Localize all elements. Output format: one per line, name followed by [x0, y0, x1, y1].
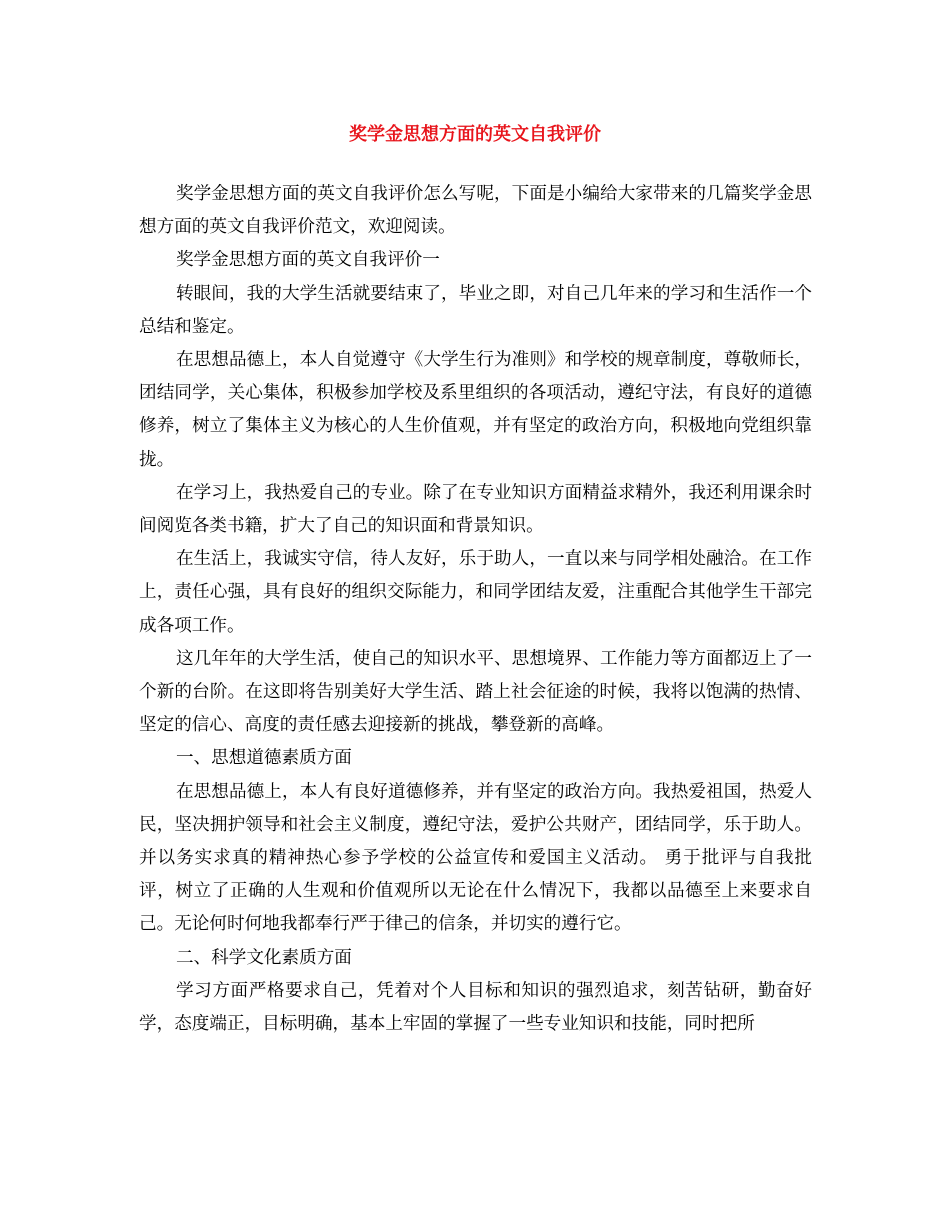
document-body [139, 178, 812, 1041]
paragraph: 在思想品德上，本人自觉遵守《大学生行为准则》和学校的规章制度，尊敬师长，团结同学，关心集体，积极参加学校及系里组织的各项活动，遵纪守法，有良好的道德修养，树立了集体主义为核心的人生价值观，并有坚定的政治方向，积极地向党组织靠拢。 [139, 350, 812, 470]
paragraph-subheading-science: 二、科学文化素质方面 [175, 947, 352, 968]
document-title: 奖学金思想方面的英文自我评价 [349, 124, 601, 145]
paragraph: 这几年年的大学生活，使自己的知识水平、思想境界、工作能力等方面都迈上了一个新的台阶。在这即将告别美好大学生活、踏上社会征途的时候，我将以饱满的热情、坚定的信心、高度的责任感去迎接新的挑战，攀登新的高峰。 [139, 648, 812, 736]
paragraph: 在生活上，我诚实守信，待人友好，乐于助人，一直以来与同学相处融洽。在工作上，责任心强，具有良好的组织交际能力，和同学团结友爱，注重配合其他学生干部完成各项工作。 [139, 549, 812, 636]
paragraph: 在思想品德上，本人有良好道德修养，并有坚定的政治方向。我热爱祖国，热爱人民，坚决拥护领导和社会主义制度，遵纪守法，爱护公共财产，团结同学，乐于助人。并以务实求真的精神热心参予学校的公益宣传和爱国主义活动。 勇于批评与自我批评，树立了正确的人生观和价值观所以无论在什么情况下，我都以品德至上来要求自己。无论何时何地我都奉行严于律己的信条，并切实的遵行它。 [139, 781, 812, 935]
paragraph-subheading-moral: 一、思想道德素质方面 [175, 748, 352, 769]
paragraph: 转眼间，我的大学生活就要结束了，毕业之即，对自己几年来的学习和生活作一个总结和鉴定。 [139, 283, 812, 337]
paragraph-intro: 奖学金思想方面的英文自我评价怎么写呢，下面是小编给大家带来的几篇奖学金思想方面的英文自我评价范文，欢迎阅读。 [139, 184, 812, 238]
paragraph: 在学习上，我热爱自己的专业。除了在专业知识方面精益求精外，我还利用课余时间阅览各类书籍，扩大了自己的知识面和背景知识。 [139, 482, 812, 537]
paragraph-section-heading-1: 奖学金思想方面的英文自我评价一 [175, 250, 440, 271]
paragraph: 学习方面严格要求自己，凭着对个人目标和知识的强烈追求，刻苦钻研，勤奋好学，态度端正，目标明确，基本上牢固的掌握了一些专业知识和技能，同时把所 [139, 980, 812, 1035]
